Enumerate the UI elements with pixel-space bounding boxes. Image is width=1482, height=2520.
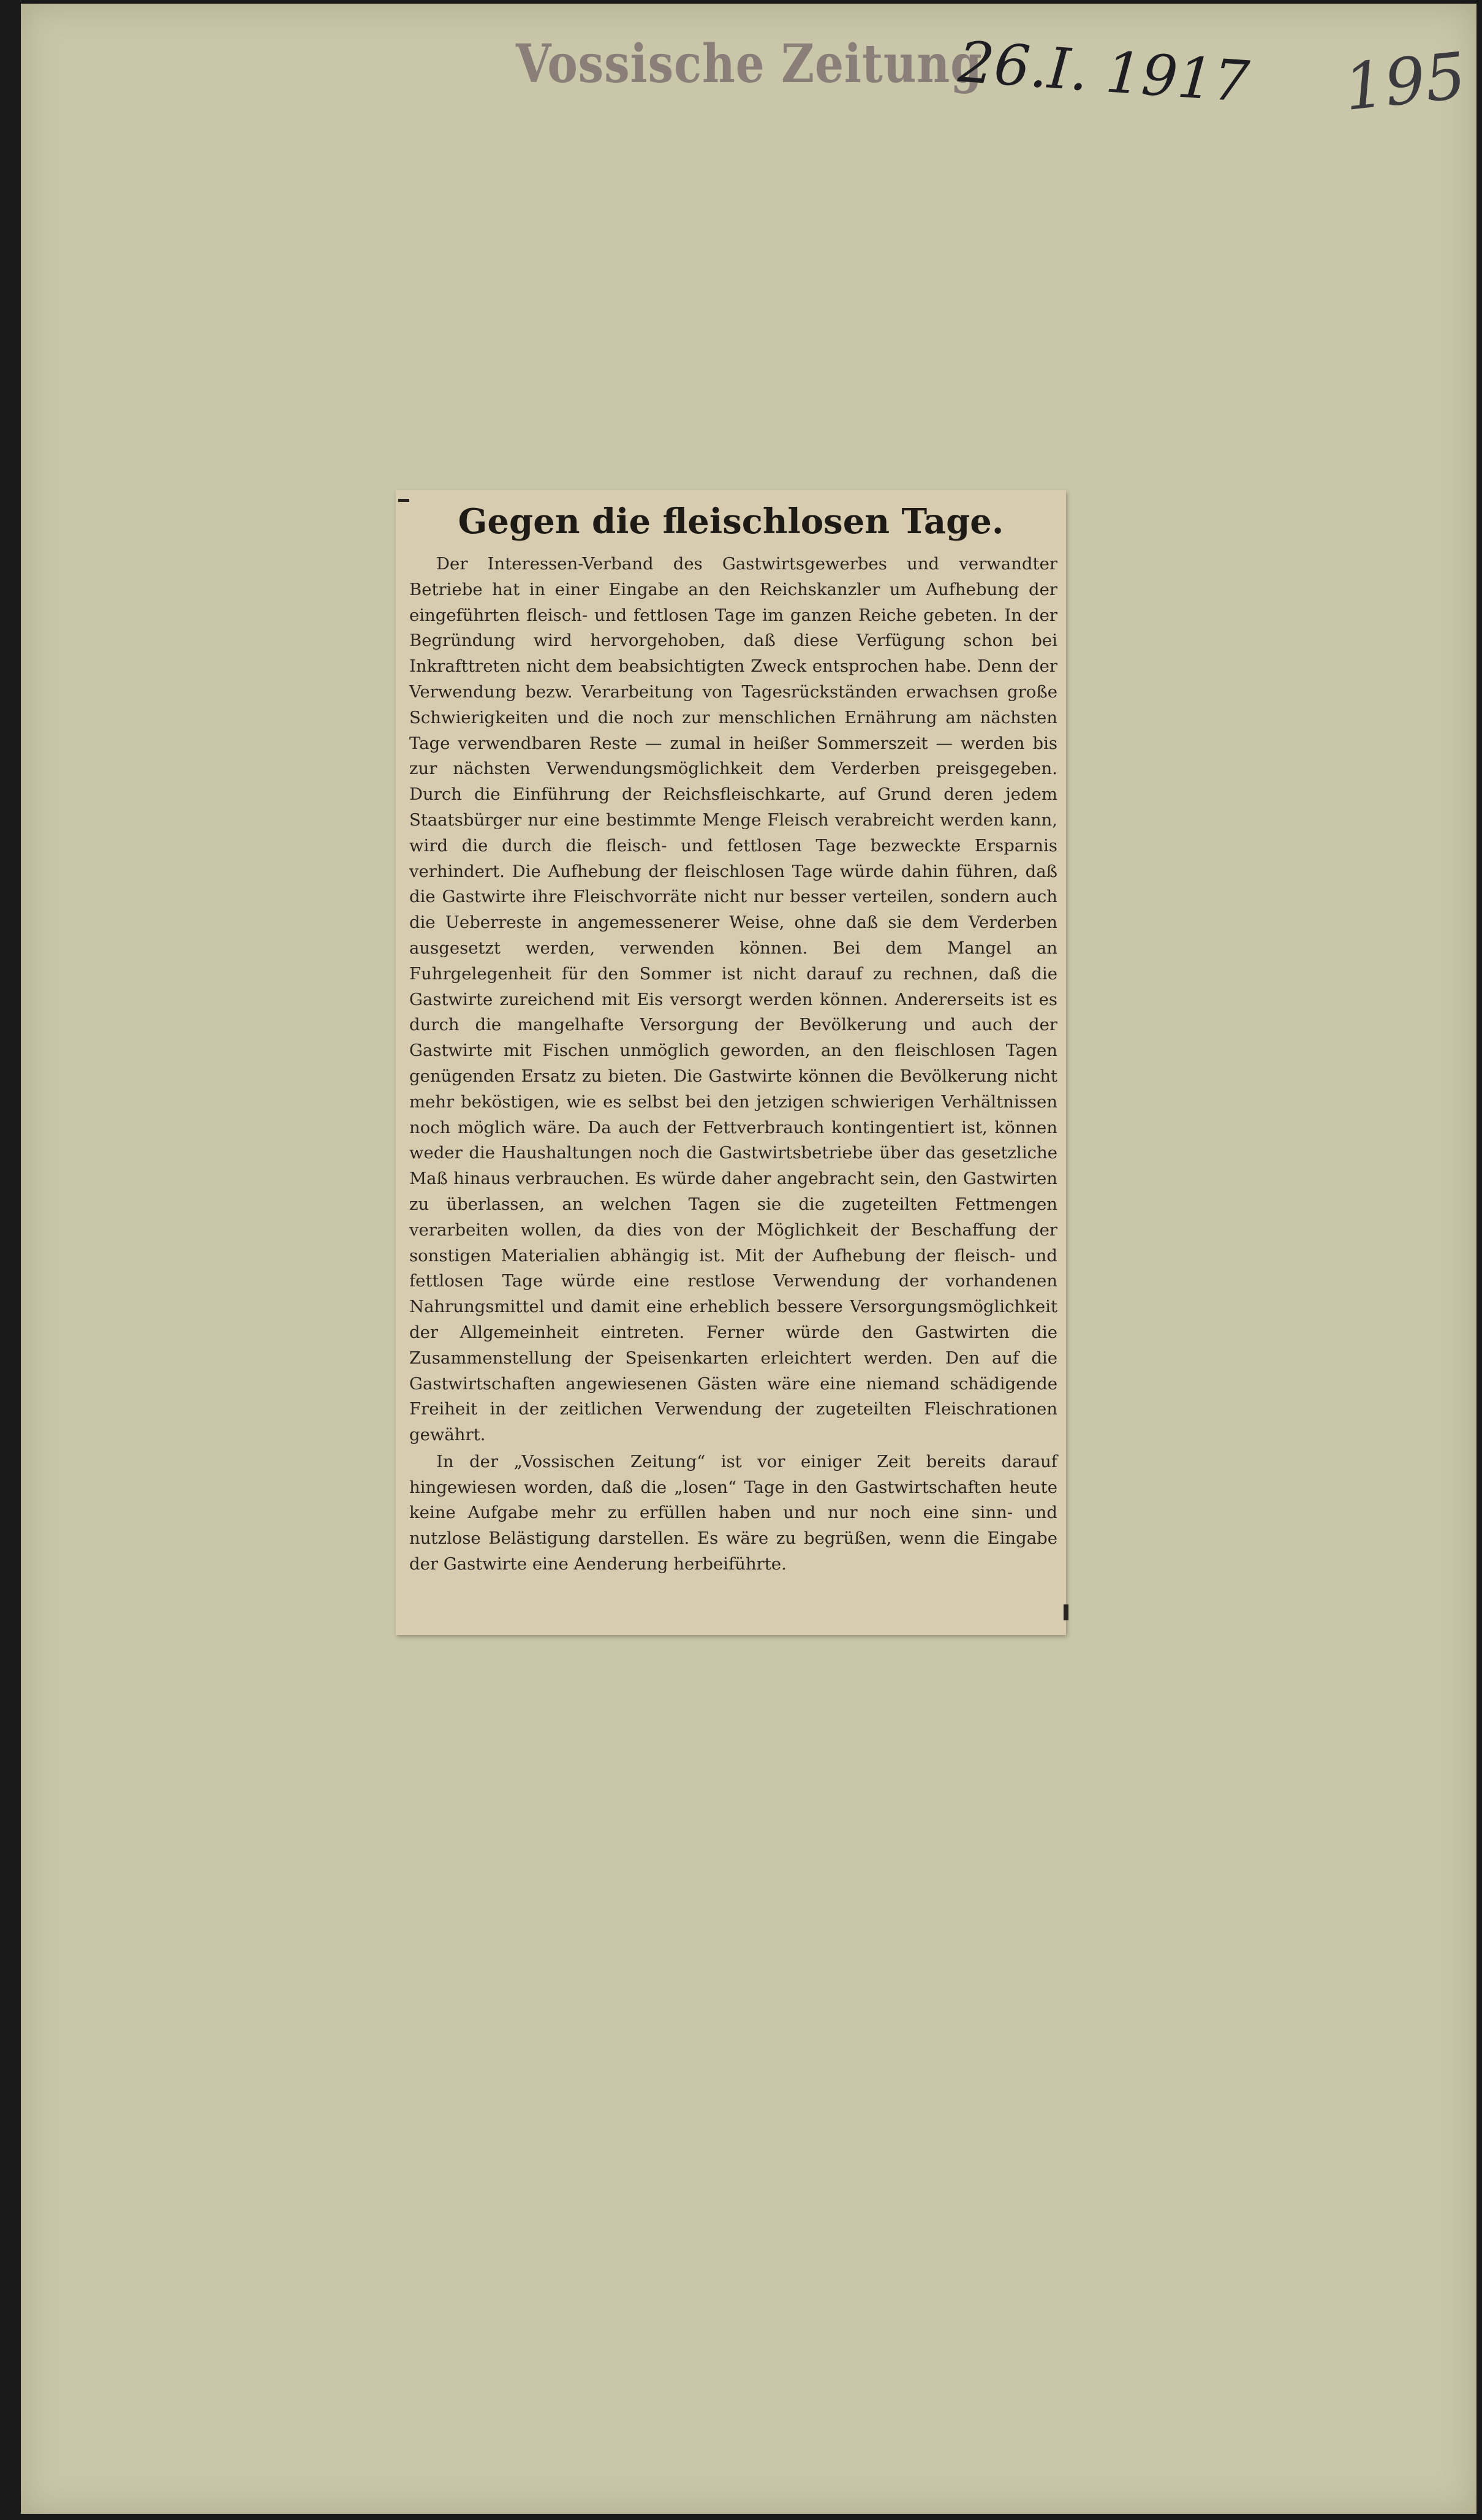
clipping-headline: Gegen die fleischlosen Tage. bbox=[458, 501, 1004, 542]
clipping-edge-mark bbox=[1064, 1604, 1068, 1620]
newspaper-clipping bbox=[396, 490, 1066, 1635]
article-body bbox=[409, 552, 1057, 1577]
article-paragraph: Der Interessen-Verband des Gastwirtsgewerbes und verwandter Betriebe hat in einer Eingabe an den Reichskanzler um Aufhebung der eingeführten fleisch- und fettlosen Tage im ganzen Reiche gebeten. In der Begründung wird hervorgehoben, daß diese Verfügung schon bei Inkrafttreten nicht dem beabsichtigten Zweck entsprochen habe. Denn der Verwendung bezw. Verarbeitung von Tagesrückständen erwachsen große Schwierigkeiten und die noch zur menschlichen Ernährung am nächsten Tage verwendbaren Reste — zumal in heißer Sommerszeit — werden bis zur nächsten Verwendungsmöglichkeit dem Verderben preisgegeben. Durch die Einführung der Reichsfleischkarte, auf Grund deren jedem Staatsbürger nur eine bestimmte Menge Fleisch verabreicht werden kann, wird die durch die fleisch- und fettlosen Tage bezweckte Ersparnis verhindert. Die Aufhebung der fleischlosen Tage würde dahin führen, daß die Gastwirte ihre Fleischvorräte nicht nur besser verteilen, sondern auch die Ueberreste in angemessenerer Weise, ohne daß sie dem Verderben ausgesetzt werden, verwenden können. Bei dem Mangel an Fuhrgelegenheit für den Sommer ist nicht darauf zu rechnen, daß die Gastwirte zureichend mit Eis versorgt werden können. Andererseits ist es durch die mangelhafte Versorgung der Bevölkerung und auch der Gastwirte mit Fischen unmöglich geworden, an den fleischlosen Tagen genügenden Ersatz zu bieten. Die Gastwirte können die Bevölkerung nicht mehr beköstigen, wie es selbst bei den jetzigen schwierigen Verhältnissen noch möglich wäre. Da auch der Fettverbrauch kontingentiert ist, können weder die Haushaltungen noch die Gastwirtsbetriebe über das gesetzliche Maß hinaus verbrauchen. Es würde daher angebracht sein, den Gastwirten zu überlassen, an welchen Tagen sie die zugeteilten Fettmengen verarbeiten wollen, da dies von der Möglichkeit der Beschaffung der sonstigen Materialien abhängig ist. Mit der Aufhebung der fleisch- und fettlosen Tage würde eine restlose Verwendung der vorhandenen Nahrungsmittel und damit eine erheblich bessere Versorgungsmöglichkeit der Allgemeinheit eintreten. Ferner würde den Gastwirten die Zusammenstellung der Speisenkarten erleichtert werden. Den auf die Gastwirtschaften angewiesenen Gästen wäre eine niemand schädigende Freiheit in der zeitlichen Verwendung der zugeteilten Fleischrationen gewährt. bbox=[409, 554, 1057, 1445]
article-paragraph: In der „Vossischen Zeitung“ ist vor einiger Zeit bereits darauf hingewiesen worden, daß die „losen“ Tage in den Gastwirtschaften heute keine Aufgabe mehr zu erfüllen haben und nur noch eine sinn- und nutzlose Belästigung darstellen. Es wäre zu begrüßen, wenn die Eingabe der Gastwirte eine Aenderung herbeiführte. bbox=[409, 1451, 1057, 1574]
archive-sheet bbox=[21, 4, 1476, 2514]
newspaper-name-stamp: Vossische Zeitung bbox=[516, 33, 983, 95]
handwritten-page-number: 195 bbox=[1340, 37, 1470, 126]
handwritten-date: 26.I. 1917 bbox=[956, 29, 1252, 115]
